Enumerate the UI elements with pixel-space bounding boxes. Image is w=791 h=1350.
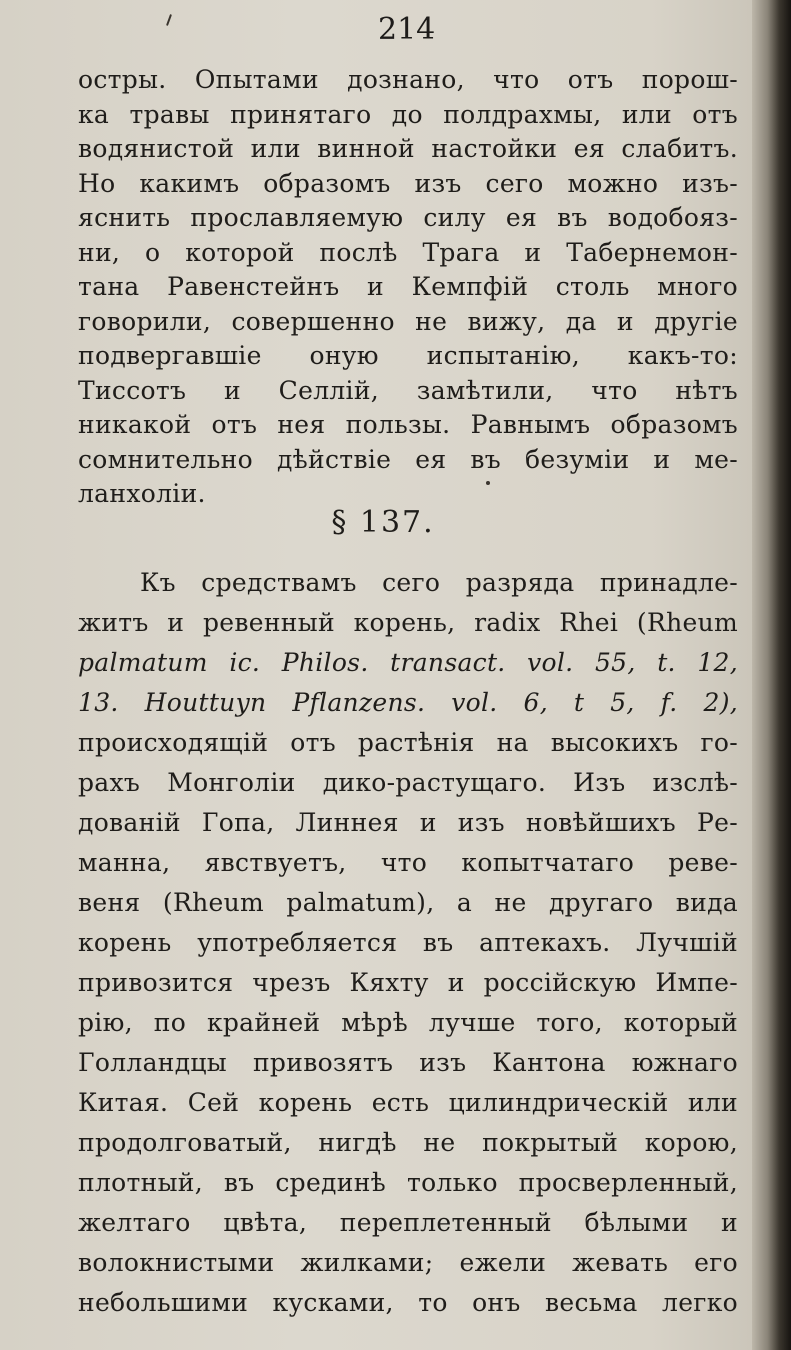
text-line: Китая. Сей корень есть цилиндрическій или: [78, 1088, 738, 1117]
text-line: сомнительно дѣйствіе ея въ безуміи и ме-: [78, 444, 738, 474]
text-line: рію, по крайней мѣрѣ лучше того, который: [78, 1008, 738, 1037]
text-line: остры. Опытами дознано, что отъ порош-: [78, 65, 738, 94]
text-line: тана Равенстейнъ и Кемпфій столь много: [78, 272, 738, 301]
text-line: житъ и ревенный корень, radix Rhei (Rheum: [78, 608, 738, 637]
text-line: желтаго цвѣта, переплетенный бѣлыми и: [78, 1208, 738, 1237]
text-line: Голландцы привозятъ изъ Кантона южнаго: [78, 1048, 738, 1077]
text-line: дованій Гопа, Линнея и изъ новѣйшихъ Ре-: [78, 808, 738, 837]
text-line: рахъ Монголіи дико-растущаго. Изъ изслѣ-: [78, 768, 738, 797]
section-heading: § 137.: [331, 505, 435, 540]
text-line: водянистой или винной настойки ея слабитъ.: [78, 134, 738, 163]
text-line: никакой отъ нея пользы. Равнымъ образомъ: [78, 410, 738, 439]
text-line: ланхоліи.: [78, 479, 206, 508]
text-line: яснить прославляемую силу ея въ водобояз-: [78, 203, 738, 232]
text-line: ни, о которой послѣ Трага и Табернемон-: [78, 237, 738, 267]
text-line: 13. Houttuyn Pflanzens. vol. 6, t 5, f. 2),: [78, 688, 738, 717]
text-line: Тиссотъ и Селлій, замѣтили, что нѣтъ: [78, 375, 738, 405]
text-line: корень употребляется въ аптекахъ. Лучшій: [78, 928, 738, 957]
text-line: Но какимъ образомъ изъ сего можно изъ-: [78, 168, 738, 198]
text-line: palmatum ic. Philos. transact. vol. 55, t. 12,: [78, 648, 738, 677]
book-gutter: [752, 0, 791, 1350]
text-line: продолговатый, нигдѣ не покрытый корою,: [78, 1128, 738, 1157]
text-line: плотный, въ срединѣ только просверленный,: [78, 1168, 738, 1197]
text-line: манна, явствуетъ, что копытчатаго реве-: [78, 848, 738, 877]
ink-mark: [166, 14, 172, 26]
ink-speck: [486, 481, 490, 485]
text-line: веня (Rheum palmatum), а не другаго вида: [78, 888, 738, 917]
text-line: Къ средствамъ сего разряда принадле-: [140, 568, 738, 597]
text-line: привозится чрезъ Кяхту и россійскую Импе-: [78, 968, 738, 997]
text-line: говорили, совершенно не вижу, да и другіе: [78, 306, 738, 336]
text-line: небольшими кусками, то онъ весьма легко: [78, 1288, 738, 1317]
text-line: происходящій отъ растѣнія на высокихъ го-: [78, 728, 738, 757]
text-line: подвергавшіе оную испытанію, какъ-то:: [78, 341, 738, 370]
text-line: волокнистыми жилками; ежели жевать его: [78, 1248, 738, 1277]
text-line: ка травы принятаго до полдрахмы, или отъ: [78, 99, 738, 129]
page-number: 214: [378, 12, 436, 47]
